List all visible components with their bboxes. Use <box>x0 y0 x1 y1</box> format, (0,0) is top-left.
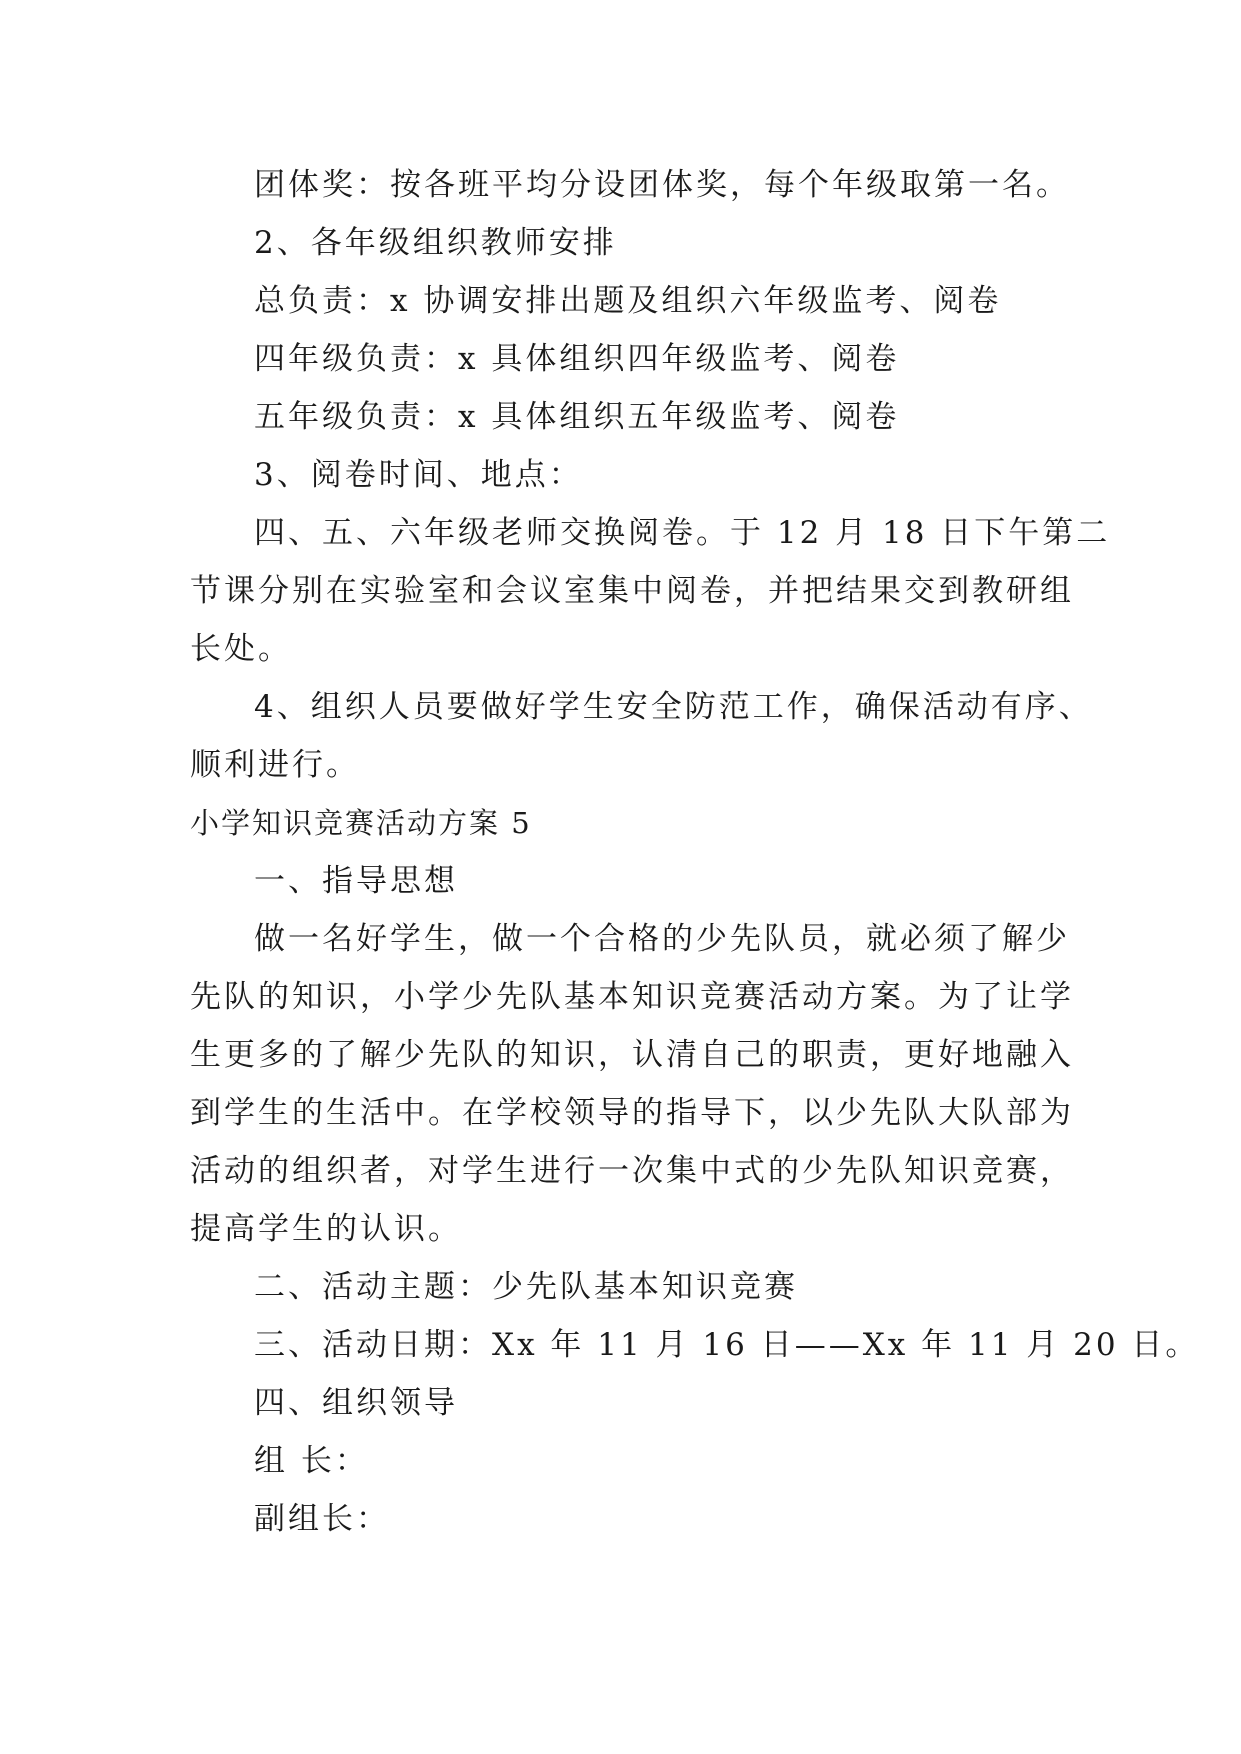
paragraph-line: 3、阅卷时间、地点： <box>254 457 583 493</box>
paragraph-line: 团体奖：按各班平均分设团体奖，每个年级取第一名。 <box>254 167 1070 203</box>
paragraph-line: 四年级负责：x 具体组织四年级监考、阅卷 <box>254 341 900 377</box>
paragraph-line: 节课分别在实验室和会议室集中阅卷，并把结果交到教研组 <box>190 573 1074 609</box>
paragraph-line: 做一名好学生，做一个合格的少先队员，就必须了解少 <box>254 921 1070 957</box>
paragraph-line: 组 长： <box>254 1443 369 1479</box>
paragraph-line: 2、各年级组织教师安排 <box>254 225 617 261</box>
paragraph-line: 总负责：x 协调安排出题及组织六年级监考、阅卷 <box>254 283 1002 319</box>
paragraph-line: 一、指导思想 <box>254 863 458 899</box>
paragraph-line: 三、活动日期：Xx 年 11 月 16 日——Xx 年 11 月 20 日。 <box>254 1327 1200 1363</box>
section-title: 小学知识竞赛活动方案 5 <box>190 806 532 840</box>
paragraph-line: 生更多的了解少先队的知识，认清自己的职责，更好地融入 <box>190 1037 1074 1073</box>
paragraph-line: 顺利进行。 <box>190 747 360 783</box>
paragraph-line: 五年级负责：x 具体组织五年级监考、阅卷 <box>254 399 900 435</box>
paragraph-line: 副组长： <box>254 1501 390 1537</box>
paragraph-line: 长处。 <box>190 631 292 667</box>
paragraph-line: 提高学生的认识。 <box>190 1211 462 1247</box>
paragraph-line: 四、组织领导 <box>254 1385 458 1421</box>
paragraph-line: 活动的组织者，对学生进行一次集中式的少先队知识竞赛， <box>190 1153 1074 1189</box>
paragraph-line: 到学生的生活中。在学校领导的指导下，以少先队大队部为 <box>190 1095 1074 1131</box>
document-body <box>190 156 1200 1548</box>
paragraph-line: 4、组织人员要做好学生安全防范工作，确保活动有序、 <box>254 689 1093 725</box>
paragraph-line: 二、活动主题：少先队基本知识竞赛 <box>254 1269 798 1305</box>
paragraph-line: 四、五、六年级老师交换阅卷。于 12 月 18 日下午第二 <box>254 515 1111 551</box>
paragraph-line: 先队的知识，小学少先队基本知识竞赛活动方案。为了让学 <box>190 979 1074 1015</box>
